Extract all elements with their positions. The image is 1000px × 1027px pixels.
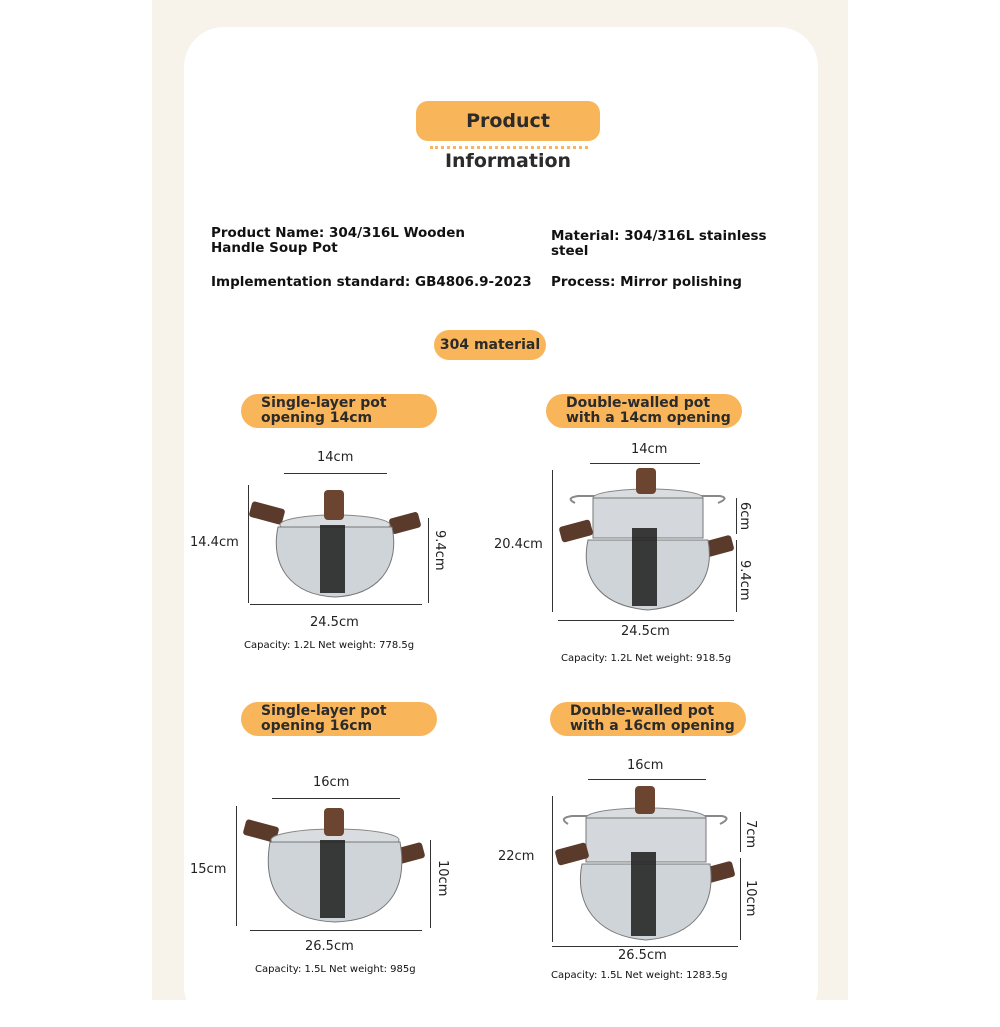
dimension-width-top: 14cm xyxy=(631,442,668,457)
double-walled-pot-14-image xyxy=(560,468,735,613)
section-label-line1: Double-walled pot xyxy=(566,395,711,411)
dimension-height-total: 22cm xyxy=(498,849,535,864)
dimension-line xyxy=(558,620,734,621)
section-label-line2: with a 14cm opening xyxy=(566,410,731,426)
dimension-line xyxy=(552,946,738,947)
single-layer-pot-16-image xyxy=(240,808,430,926)
section-label-line2: with a 16cm opening xyxy=(570,718,735,734)
material-info: Material: 304/316L stainless steel xyxy=(551,228,767,259)
dimension-line xyxy=(552,470,553,612)
dimension-width-top: 14cm xyxy=(317,450,354,465)
section-label-line1: Double-walled pot xyxy=(570,703,715,719)
dimension-width-top: 16cm xyxy=(313,775,350,790)
dimension-height-body: 9.4cm xyxy=(432,530,447,571)
dimension-line xyxy=(272,798,400,799)
dimension-width-bottom: 24.5cm xyxy=(310,615,359,630)
dimension-line xyxy=(236,806,237,926)
dimension-line xyxy=(250,604,422,605)
dimension-height-body: 10cm xyxy=(743,880,758,917)
dimension-line xyxy=(430,840,431,928)
page-margin-right xyxy=(848,0,1000,1000)
section-label-double-14 xyxy=(546,394,742,428)
dimension-height-steamer: 6cm xyxy=(737,502,752,531)
dimension-line xyxy=(284,473,387,474)
dimension-line xyxy=(552,796,553,942)
double-walled-pot-16-image xyxy=(556,786,736,942)
section-label-line1: Single-layer pot xyxy=(261,703,387,719)
page-title: Product Information xyxy=(416,101,600,141)
dimension-width-top: 16cm xyxy=(627,758,664,773)
dimension-line xyxy=(428,518,429,603)
section-label-single-16 xyxy=(241,702,437,736)
section-label-single-14 xyxy=(241,394,437,428)
process-info: Process: Mirror polishing xyxy=(551,274,742,290)
dimension-line xyxy=(588,779,706,780)
section-label-line2: opening 16cm xyxy=(261,718,373,734)
dimension-height-body: 9.4cm xyxy=(737,560,752,601)
single-layer-pot-14-image xyxy=(250,485,425,603)
dimension-line xyxy=(250,930,422,931)
capacity-weight: Capacity: 1.5L Net weight: 985g xyxy=(255,964,416,975)
dimension-height-total: 20.4cm xyxy=(494,537,543,552)
material-badge: 304 material xyxy=(434,330,546,360)
section-label-line1: Single-layer pot xyxy=(261,395,387,411)
dimension-line xyxy=(248,485,249,603)
capacity-weight: Capacity: 1.2L Net weight: 918.5g xyxy=(561,653,732,664)
dimension-line xyxy=(740,858,741,940)
section-label-double-16 xyxy=(550,702,746,736)
dimension-height-total: 15cm xyxy=(190,862,227,877)
dimension-width-bottom: 24.5cm xyxy=(621,624,670,639)
implementation-standard: Implementation standard: GB4806.9-2023 xyxy=(211,274,532,290)
dimension-width-bottom: 26.5cm xyxy=(618,948,667,963)
page-margin-left xyxy=(0,0,152,1000)
dimension-line xyxy=(740,812,741,852)
title-underline xyxy=(430,146,588,149)
dimension-width-bottom: 26.5cm xyxy=(305,939,354,954)
section-label-line2: opening 14cm xyxy=(261,410,373,426)
dimension-line xyxy=(590,463,700,464)
product-name: Product Name: 304/316L Wooden Handle Soup Pot xyxy=(211,225,465,256)
dimension-height-total: 14.4cm xyxy=(190,535,239,550)
capacity-weight: Capacity: 1.5L Net weight: 1283.5g xyxy=(551,970,728,981)
dimension-height-steamer: 7cm xyxy=(743,820,758,849)
dimension-height-body: 10cm xyxy=(435,860,450,897)
capacity-weight: Capacity: 1.2L Net weight: 778.5g xyxy=(244,640,415,651)
